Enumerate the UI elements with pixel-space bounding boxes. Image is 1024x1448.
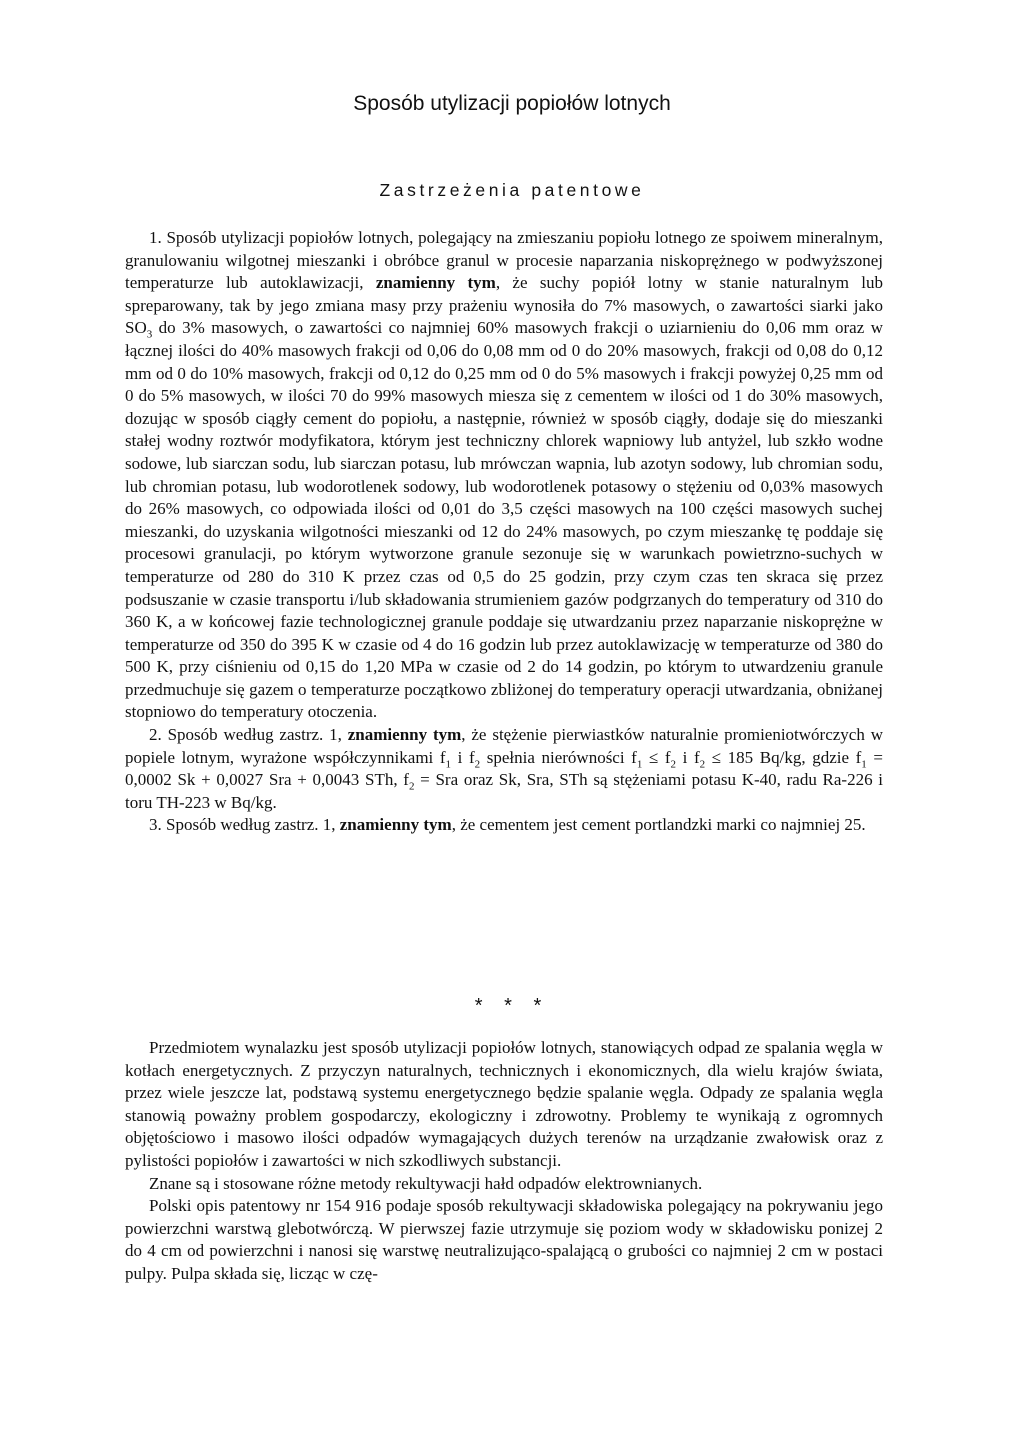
claims-heading: Zastrzeżenia patentowe — [379, 180, 645, 200]
claim-2-text-d: spełnia nierówności f — [480, 747, 637, 767]
description-paragraph-3: Polski opis patentowy nr 154 916 podaje sposób rekultywacji składowiska polegający na pokrywaniu jego powierzchni warstwą glebotwórczą. W pierwszej fazie utrzymuje się poziom wody w składowisku ponizej 2 do 4 cm od powierzchni i nanosi się warstwę neutralizująco-spalającą o grubości co najmniej 2 cm w postaci pulpy. Pulpa składa się, licząc w czę- — [125, 1196, 883, 1283]
claim-1-text-a: 1. Sposób utylizacji popiołów lotnych, polegający na zmieszaniu popiołu lotnego ze spoiwem mineralnym, granulowaniu wilgotnej mieszanki i obróbce granul w procesie naparzania niskoprężnego w podwyższonej temperaturze lub autoklawizacji, — [125, 228, 883, 293]
claim-2-text-e: ≤ f — [642, 747, 671, 767]
claim-2-text-i: = Sra oraz Sk, Sra, STh są stężeniami potasu K-40, radu Ra-226 i toru TH-223 w Bq/kg. — [125, 770, 883, 812]
claim-3-text-a: 3. Sposób według zastrz. 1, — [149, 815, 340, 835]
claim-2-sub-2: 2 — [474, 758, 481, 771]
claim-2-text-f: i f — [676, 747, 700, 767]
claim-2-sub-1: 1 — [445, 758, 452, 771]
description-paragraph-1: Przedmiotem wynalazku jest sposób utylizacji popiołów lotnych, stanowiących odpad ze spalania węgla w kotłach energetycznych. Z przyczyn naturalnych, technicznych i ekonomicznych, dla wielu krajów świata, przez wiele jeszcze lat, podstawą systemu energetycznego będzie spalanie węgla. Odpady ze spalania węgla stanowią poważny problem gospodarczy, ekologiczny i zdrowotny. Problemy te wynikają z ogromnych objętościowo i masowo ilości odpadów wymagających dużych terenów na urządzanie zwałowisk oraz z pylistości popiołów i zawartości w nich szkodliwych substancji. — [125, 1038, 883, 1170]
claim-1 — [125, 227, 883, 724]
claim-1-keyword: znamienny tym — [375, 273, 496, 293]
description-section — [125, 1037, 883, 1286]
claim-2-sub-3: 1 — [636, 758, 643, 771]
claim-2-sub-4: 2 — [670, 758, 677, 771]
claim-2-sub-6: 1 — [861, 758, 867, 771]
description-paragraph-2: Znane są i stosowane różne metody rekultywacji hałd odpadów elektrownianych. — [149, 1173, 703, 1193]
claim-2 — [125, 724, 883, 814]
claim-3-keyword: znamienny tym — [339, 815, 452, 835]
claim-2-text-c: i f — [451, 747, 475, 767]
claim-2-text-a: 2. Sposób według zastrz. 1, — [149, 725, 348, 745]
claim-2-sub-7: 2 — [408, 780, 415, 793]
document-title: Sposób utylizacji popiołów lotnych — [353, 92, 671, 115]
claim-2-text-b: , że stężenie pierwiastków naturalnie promieniotwórczych w popiele lotnym, wyrażone współczynnikami f — [125, 725, 883, 767]
claim-1-text-c: do 3% masowych, o zawartości co najmniej 60% masowych frakcji o uziarnieniu do 0,06 mm oraz w łącznej ilości do 40% masowych frakcji od 0,06 do 0,08 mm od 0 do 20% masowych, frakcji od 0,08 do 0,12 mm od 0 do 10% masowych, frakcji od 0,12 do 0,25 mm od 0 do 5% masowych i frakcji powyżej 0,25 mm od 0 do 5% masowych, w ilości 70 do 99% masowych miesza się z cementem w ilości od 1 do 30% masowych, dozując w sposób ciągły cement do popiołu, a następnie, również w sposób ciągły, dodaje się do mieszanki stałej wodny roztwór modyfikatora, którym jest techniczny chlorek wapniowy lub antyżel, lub szkło wodne sodowe, lub siarczan sodu, lub siarczan potasu, lub mrówczan wapnia, lub azotyn sodowy, lub chromian sodu, lub chromian potasu, lub wodorotlenek sodowy, lub wodorotlenek potasowy o stężeniu od 0,03% masowych do 26% masowych, co odpowiada ilości od 0,01 do 3,5 części masowych na 100 części masowych suchej mieszanki, do uzyskania wilgotności mieszanki od 12 do 24% masowych, po czym mieszankę tę poddaje się procesowi granulacji, po którym wytworzone granule sezonuje się w warunkach powietrzno-suchych w temperaturze od 280 do 310 K przez czas od 0,5 do 25 godzin, przy czym czas ten skraca się przez podsuszanie w czasie transportu i/lub składowania strumieniem gazów podgrzanych do temperatury od 310 do 360 K, a w końcowej fazie technologicznej granule poddaje się utwardzaniu przez naparzanie niskoprężne w temperaturze od 350 do 395 K w czasie od 4 do 16 godzin lub przez autoklawizację w temperaturze od 380 do 500 K, przy ciśnieniu od 0,15 do 1,20 MPa w czasie od 2 do 14 godzin, po którym to utwardzeniu granule przedmuchuje się gazem o temperaturze początkowo zbliżonej do temperatury operacji utwardzania, obniżanej stopniowo do temperatury otoczenia. — [125, 318, 883, 722]
section-separator: * * * — [474, 995, 550, 1017]
claim-1-subscript: 3 — [146, 328, 153, 341]
claim-1-text-b: , że suchy popiół lotny w stanie naturalnym lub spreparowany, tak by jego zmiana masy przy prażeniu wynosiła do 7% masowych, o zawartości siarki jako SO — [125, 273, 883, 338]
claims-section — [125, 227, 883, 837]
claim-3 — [125, 814, 883, 837]
claim-3-text-b: , że cementem jest cement portlandzki marki co najmniej 25. — [451, 815, 866, 835]
claim-2-sub-5: 2 — [699, 758, 706, 771]
claim-2-text-h: = 0,0002 Sk + 0,0027 Sra + 0,0043 STh, f — [125, 747, 883, 790]
claim-2-keyword: znamienny tym — [347, 725, 462, 745]
claim-2-text-g: ≤ 185 Bq/kg, gdzie f — [705, 747, 862, 767]
